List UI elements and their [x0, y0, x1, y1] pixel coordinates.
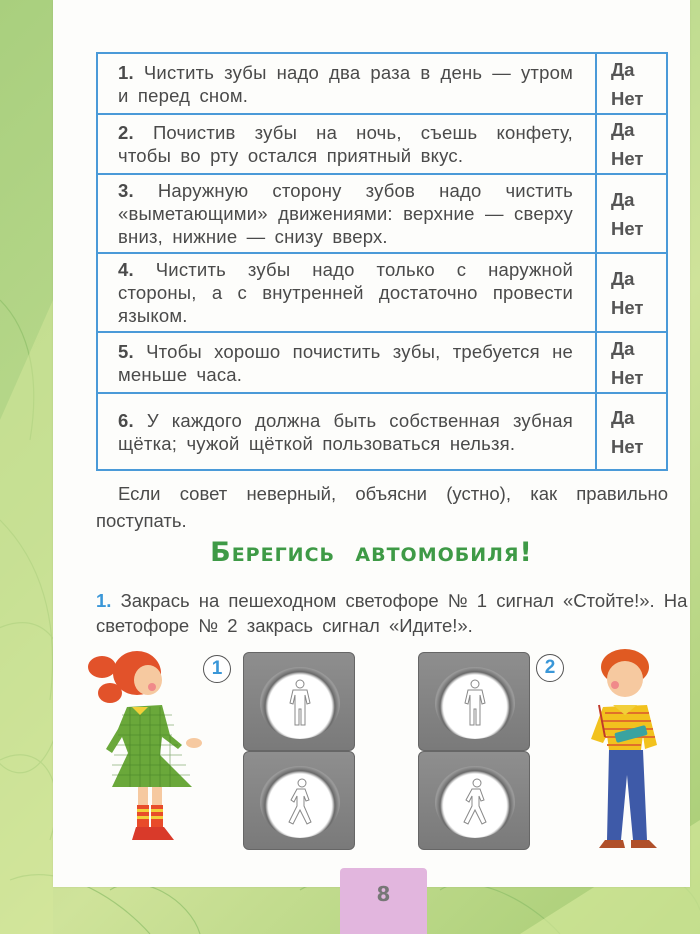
answer-no[interactable]: Нет	[611, 366, 644, 388]
walking-pedestrian-icon	[460, 778, 490, 826]
task-text	[96, 588, 696, 638]
walking-pedestrian-icon	[285, 778, 315, 826]
standing-pedestrian-icon	[285, 679, 315, 727]
question-number: 3.	[118, 180, 134, 201]
question-text: У каждого должна быть собственная зубная щётка; чужой щёткой пользоваться нельзя.	[118, 409, 573, 454]
answer-yes[interactable]: Да	[611, 58, 635, 80]
question-text: Чистить зубы надо только с наружной стороны, а с внутренней достаточно провести языком.	[118, 259, 573, 326]
table-row	[97, 53, 667, 114]
answer-no[interactable]: Нет	[611, 296, 644, 318]
answer-no[interactable]: Нет	[611, 148, 644, 169]
pedestrian-traffic-light-1	[243, 652, 355, 850]
answer-yes[interactable]: Да	[611, 267, 635, 289]
question-number: 1.	[118, 61, 134, 83]
section-title: Берегись автомобиля!	[210, 537, 533, 568]
question-text: Чистить зубы надо два раза в день — утром и перед сном.	[118, 61, 573, 106]
table-row	[97, 174, 667, 253]
traffic-light-number-badge: 2	[536, 654, 564, 682]
question-text: Почистив зубы на ночь, съешь конфету, чтобы во рту остался приятный вкус.	[118, 122, 573, 166]
stop-signal-lamp[interactable]	[435, 667, 515, 739]
answer-no[interactable]: Нет	[611, 87, 644, 109]
boy-illustration	[585, 645, 670, 855]
question-number: 4.	[118, 259, 134, 280]
question-text: Наружную сторону зубов надо чистить «выметающими» движениями: верхние — сверху вниз, нижние — снизу вверх.	[118, 180, 573, 247]
answer-no[interactable]: Нет	[611, 435, 644, 457]
table-row	[97, 253, 667, 332]
answer-yes[interactable]: Да	[611, 119, 635, 140]
go-signal-lamp[interactable]	[435, 766, 515, 838]
table-row	[97, 332, 667, 393]
question-text: Чтобы хорошо почистить зубы, требуется не меньше часа.	[118, 340, 574, 385]
table-row	[97, 393, 667, 470]
answer-no[interactable]: Нет	[611, 217, 644, 239]
go-signal-lamp[interactable]	[260, 766, 340, 838]
table-row	[97, 114, 667, 174]
answer-yes[interactable]: Да	[611, 337, 635, 359]
traffic-light-number-badge: 1	[203, 655, 231, 683]
standing-pedestrian-icon	[460, 679, 490, 727]
task-body: Закрась на пешеходном светофоре № 1 сигнал «Стойте!». На светофоре № 2 закрась сигнал «Идите!».	[96, 590, 688, 636]
answer-yes[interactable]: Да	[611, 188, 635, 210]
girl-illustration	[82, 645, 212, 850]
question-number: 5.	[118, 340, 134, 362]
instruction-note: Если совет неверный, объясни (устно), как правильно поступать.	[96, 483, 668, 531]
advice-table	[96, 52, 668, 471]
task-number: 1.	[96, 590, 112, 611]
stop-signal-lamp[interactable]	[260, 667, 340, 739]
answer-yes[interactable]: Да	[611, 406, 635, 428]
page-number: 8	[340, 868, 427, 934]
question-number: 6.	[118, 409, 134, 431]
pedestrian-traffic-light-2	[418, 652, 530, 850]
question-number: 2.	[118, 122, 134, 143]
